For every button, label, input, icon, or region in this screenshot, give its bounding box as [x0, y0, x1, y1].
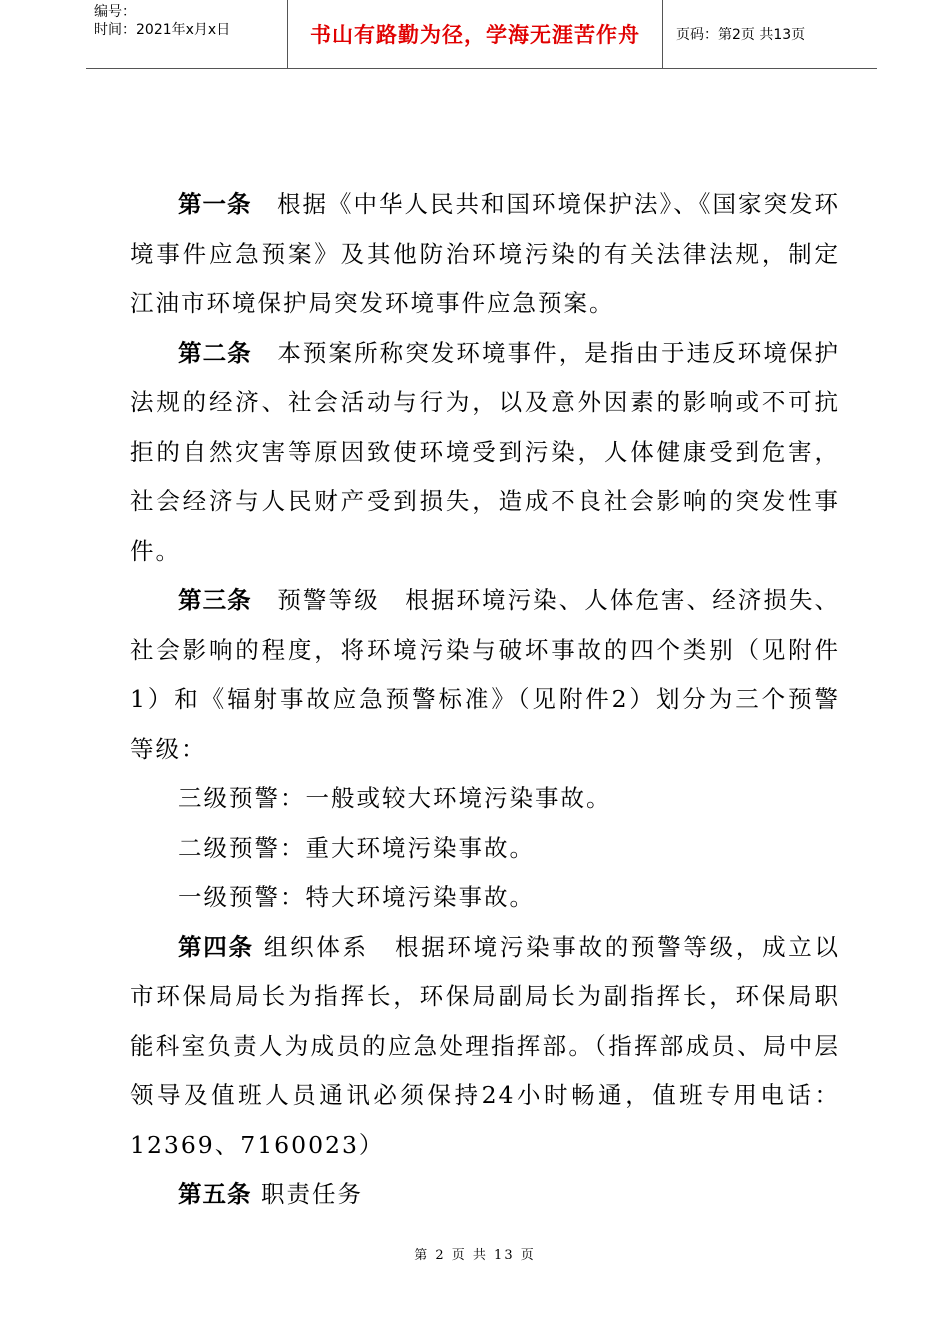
- article-text: 预警等级 根据环境污染、人体危害、经济损失、社会影响的程度，将环境污染与破坏事故的四个类别（见附件1）和《辐射事故应急预警标准》（见附件2）划分为三个预警等级：: [130, 586, 841, 763]
- article-title: 第一条: [178, 190, 252, 218]
- article-2: [130, 329, 840, 577]
- article-text: 根据《中华人民共和国环境保护法》、《国家突发环境事件应急预案》及其他防治环境污染的有关法律法规，制定江油市环境保护局突发环境事件应急预案。: [130, 190, 840, 317]
- page-footer: 第 2 页 共 13 页: [414, 1248, 536, 1263]
- header-divider: [662, 0, 663, 68]
- header-meta: [94, 0, 289, 68]
- document-body: [130, 180, 840, 1220]
- time-label: 时间：2021年x月x日: [94, 22, 231, 38]
- article-title: 第四条: [178, 932, 254, 961]
- article-title: 第五条: [178, 1180, 252, 1208]
- article-3: [130, 576, 840, 774]
- warning-level: 二级预警：重大环境污染事故。: [178, 833, 535, 862]
- article-text: 本预案所称突发环境事件，是指由于违反环境保护法规的经济、社会活动与行为，以及意外因素的影响或不可抗拒的自然灾害等原因致使环境受到污染，人体健康受到危害，社会经济与人民财产受到损失，造成不良社会影响的突发性事件。: [130, 338, 841, 565]
- article-text: 职责任务: [260, 1180, 363, 1208]
- number-label: 编号：: [94, 4, 136, 20]
- article-title: 第二条: [178, 338, 252, 367]
- header-motto: 书山有路勤为径，学海无涯苦作舟: [310, 23, 640, 47]
- article-1: [130, 180, 840, 329]
- page-header: [86, 0, 877, 69]
- warning-level: 一级预警：特大环境污染事故。: [178, 883, 535, 911]
- article-title: 第三条: [178, 586, 252, 614]
- article-5: [130, 1170, 840, 1220]
- header-page-info: 页码：第2页 共13页: [676, 27, 806, 43]
- warning-level: 三级预警：一般或较大环境污染事故。: [178, 784, 612, 812]
- article-text: 组织体系 根据环境污染事故的预警等级，成立以市环保局局长为指挥长，环保局副局长为副指挥长，环保局职能科室负责人为成员的应急处理指挥部。（指挥部成员、局中层领导及值班人员通讯必须保持24小时畅通，值班专用电话：12369、7160023）: [130, 932, 841, 1159]
- article-4: [130, 923, 840, 1171]
